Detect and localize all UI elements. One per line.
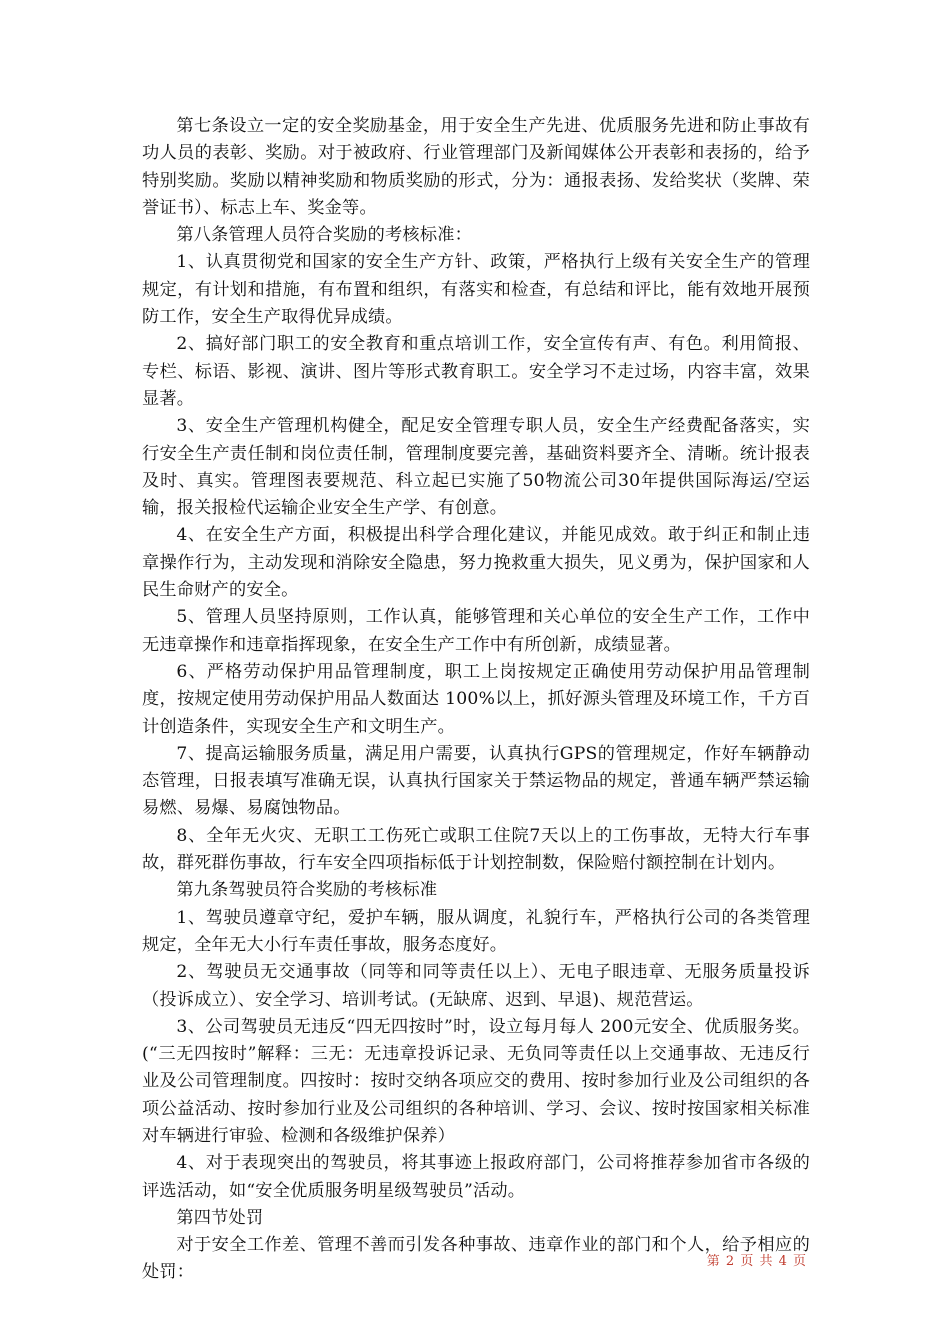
paragraph-article-8-item-8: 8、全年无火灾、无职工工伤死亡或职工住院7天以上的工伤事故，无特大行车事故，群死群伤事故，行车安全四项指标低于计划控制数，保险赔付额控制在计划内。 — [142, 825, 810, 874]
page-number-footer: 第 2 页 共 4 页 — [706, 1254, 807, 1269]
paragraph-article-9-item-2: 2、驾驶员无交通事故（同等和同等责任以上）、无电子眼违章、无服务质量投诉（投诉成立）、安全学习、培训考试。(无缺席、迟到、早退)、规范营运。 — [142, 962, 810, 1010]
paragraph-article-8-item-5: 5、管理人员坚持原则，工作认真，能够管理和关心单位的安全生产工作，工作中无违章操作和违章指挥现象，在安全生产工作中有所创新，成绩显著。 — [142, 607, 810, 655]
paragraph-article-8-item-3: 3、安全生产管理机构健全，配足安全管理专职人员，安全生产经费配备落实，实行安全生产责任制和岗位责任制，管理制度要完善，基础资料要齐全、清晰。统计报表及时、真实。管理图表要规范、科立起已实施了50物流公司30年提供国际海运/空运输，报关报检代运输企业安全生产学、有创意。 — [142, 416, 810, 519]
paragraph-article-9-item-1: 1、驾驶员遵章守纪，爱护车辆，服从调度，礼貌行车，严格执行公司的各类管理规定，全年无大小行车责任事故，服务态度好。 — [142, 907, 810, 955]
paragraph-article-8-heading: 第八条管理人员符合奖励的考核标准： — [176, 225, 472, 246]
paragraph-article-8-item-2: 2、搞好部门职工的安全教育和重点培训工作，安全宣传有声、有色。利用简报、专栏、标语、影视、演讲、图片等形式教育职工。安全学习不走过场，内容丰富，效果显著。 — [142, 334, 810, 409]
section-4-heading: 第四节处罚 — [176, 1207, 264, 1228]
paragraph-article-8-item-4: 4、在安全生产方面，积极提出科学合理化建议，并能见成效。敢于纠正和制止违章操作行为，主动发现和消除安全隐患，努力挽救重大损失，见义勇为，保护国家和人民生命财产的安全。 — [142, 525, 810, 601]
paragraph-article-8-item-1: 1、认真贯彻党和国家的安全生产方针、政策，严格执行上级有关安全生产的管理规定，有计划和措施，有布置和组织，有落实和检查，有总结和评比，能有效地开展预防工作，安全生产取得优异成绩。 — [142, 252, 810, 328]
paragraph-article-9-item-3: 3、公司驾驶员无违反“四无四按时”时，设立每月每人 200元安全、优质服务奖。(“三无四按时”解释：三无：无违章投诉记录、无负同等责任以上交通事故、无违反行业及公司管理制度。四按时：按时交纳各项应交的费用、按时参加行业及公司组织的各项公益活动、按时参加行业及公司组织的各种培训、学习、会议、按时按国家相关标准对车辆进行审验、检测和各级维护保养） — [142, 1016, 810, 1146]
paragraph-penalty-intro: 对于安全工作差、管理不善而引发各种事故、违章作业的部门和个人，给予相应的处罚： — [142, 1235, 810, 1283]
paragraph-article-9-item-4: 4、对于表现突出的驾驶员，将其事迹上报政府部门，公司将推荐参加省市各级的评选活动，如“安全优质服务明星级驾驶员”活动。 — [142, 1153, 810, 1201]
paragraph-article-8-item-7: 7、提高运输服务质量，满足用户需要，认真执行GPS的管理规定，作好车辆静动态管理，日报表填写准确无误，认真执行国家关于禁运物品的规定，普通车辆严禁运输易燃、易爆、易腐蚀物品。 — [142, 743, 810, 819]
document-body — [142, 113, 810, 1287]
paragraph-article-8-item-6: 6、严格劳动保护用品管理制度，职工上岗按规定正确使用劳动保护用品管理制度，按规定使用劳动保护用品人数面达 100%以上，抓好源头管理及环境工作，千方百计创造条件，实现安全生产和文明生产。 — [142, 661, 810, 737]
paragraph-article-9-heading: 第九条驾驶员符合奖励的考核标准 — [176, 880, 438, 901]
paragraph-article-7: 第七条设立一定的安全奖励基金，用于安全生产先进、优质服务先进和防止事故有功人员的表彰、奖励。对于被政府、行业管理部门及新闻媒体公开表彰和表扬的，给予特别奖励。奖励以精神奖励和物质奖励的形式，分为：通报表扬、发给奖状（奖牌、荣誉证书）、标志上车、奖金等。 — [142, 116, 810, 218]
